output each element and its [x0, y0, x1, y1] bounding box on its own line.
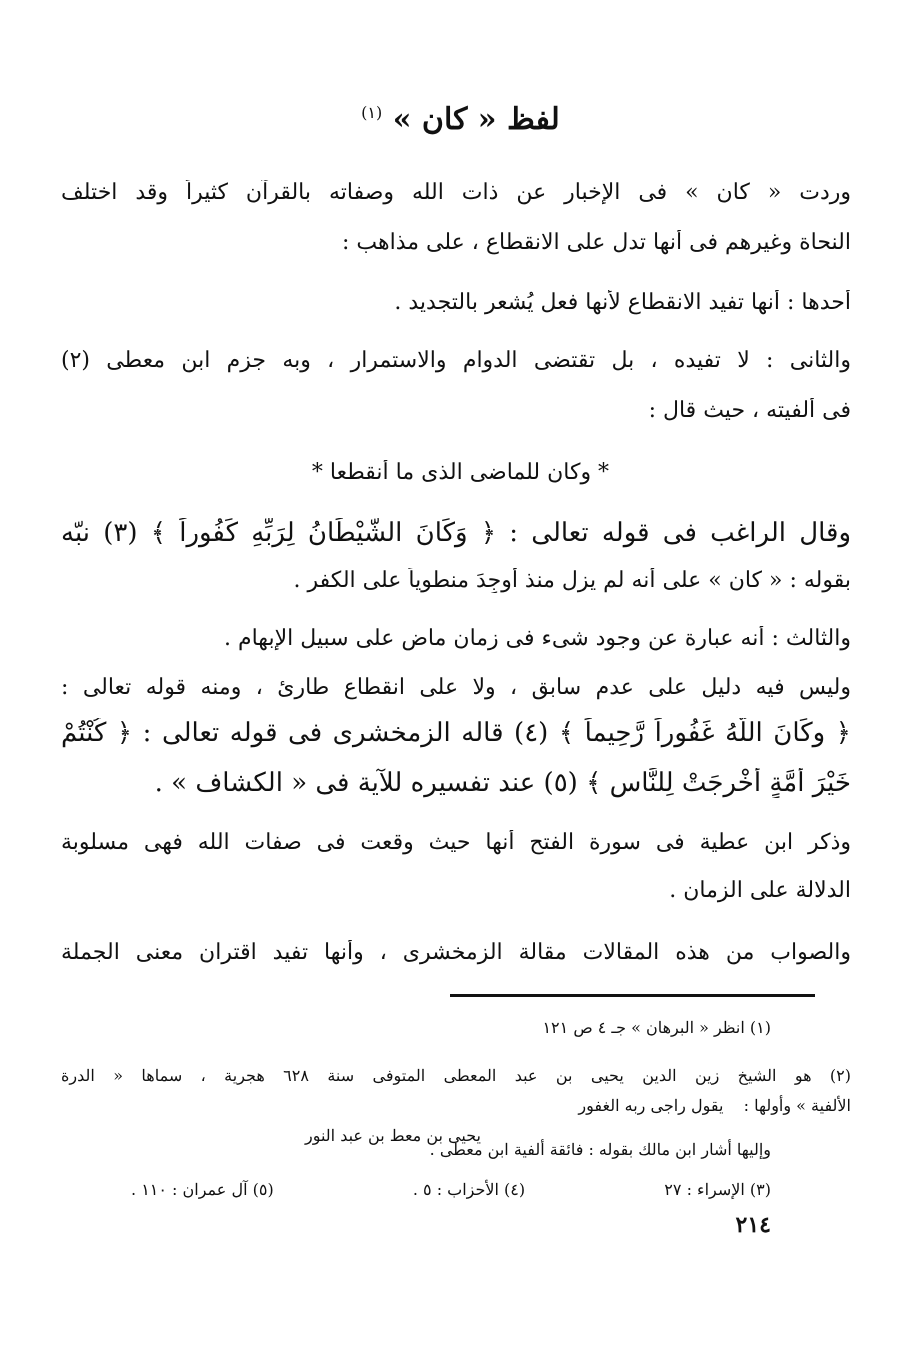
text-line: وردت « كان » فى الإخبار عن ذات الله وصفاته بالقرآن كثيراً وقد اختلف	[61, 180, 851, 205]
footnotes-3-5-row	[131, 1180, 771, 1199]
text-line: ﴿ وكَانَ اللَّهُ غَفُوراً رَّحِيماً ﴾ (٤) قاله الزمخشرى فى قوله تعالى : ﴿ كُنْتُمْ	[61, 718, 851, 748]
title-text: لفظ « كان »	[392, 102, 560, 137]
footnote-2-line1: (٢) هو الشيخ زين الدين يحيى بن عبد المعطى المتوفى سنة ٦٢٨ هجرية ، سماها « الدرة	[61, 1066, 851, 1085]
text-line: وقال الراغب فى قوله تعالى : ﴿ وَكَانَ الشَّيْطَانُ لِرَبِّهِ كَفُوراً ﴾ (٣) نبّه	[61, 518, 851, 548]
footnote-5: (٥) آل عمران : ١١٠ .	[131, 1180, 274, 1199]
footnote-2-line3: وإليها أشار ابن مالك بقوله : فائقة ألفية ابن معطى .	[429, 1140, 771, 1159]
text-line: فى ألفيته ، حيث قال :	[648, 398, 851, 423]
text-line: والثانى : لا تفيده ، بل تقتضى الدوام والاستمرار ، وبه جزم ابن معطى (٢)	[61, 348, 851, 373]
title-footnote-marker: (١)	[361, 103, 383, 122]
text-line: والثالث : أنه عبارة عن وجود شىء فى زمان ماض على سبيل الإبهام .	[224, 626, 851, 651]
footnote-1: (١) انظر « البرهان » جـ ٤ ص ١٢١	[542, 1018, 771, 1037]
text-line: النحاة وغيرهم فى أنها تدل على الانقطاع ، على مذاهب :	[342, 230, 851, 255]
footnote-2-intro: الألفية » وأولها :	[743, 1096, 851, 1115]
text-line: خَيْرَ أُمَّةٍ أُخْرِجَتْ لِلنَّاسِ ﴾ (٥) عند تفسيره للآية فى « الكشاف » .	[154, 768, 851, 798]
footnote-3: (٣) الإسراء : ٢٧	[664, 1180, 771, 1199]
footnote-4: (٤) الأحزاب : ٥ .	[412, 1180, 526, 1199]
text-line: والصواب من هذه المقالات مقالة الزمخشرى ، وأنها تفيد اقتران معنى الجملة	[61, 940, 851, 965]
text-line: الدلالة على الزمان .	[669, 878, 851, 903]
footnote-2-verse-first-half: يقول راجى ربه الغفور	[578, 1096, 724, 1115]
footnote-2-line2	[61, 1096, 851, 1115]
text-line: وليس فيه دليل على عدم سابق ، ولا على انقطاع طارئ ، ومنه قوله تعالى :	[61, 675, 851, 700]
page-title	[0, 102, 921, 137]
verse-line: * وكان للماضى الذى ما أنقطعا *	[311, 460, 610, 485]
footnote-2-verse-second-half: يحيى بن معط بن عبد النور	[304, 1126, 481, 1145]
footnote-divider	[450, 994, 815, 997]
text-line: وذكر ابن عطية فى سورة الفتح أنها حيث وقعت فى صفات الله فهى مسلوبة	[61, 830, 851, 855]
text-line: أحدها : أنها تفيد الانقطاع لأنها فعل يُشعر بالتجديد .	[394, 290, 851, 315]
page-number: ٢١٤	[735, 1212, 771, 1238]
text-line: بقوله : « كان » على أنه لم يزل منذ أُوجِدَ منطوياً على الكفر .	[293, 568, 851, 593]
